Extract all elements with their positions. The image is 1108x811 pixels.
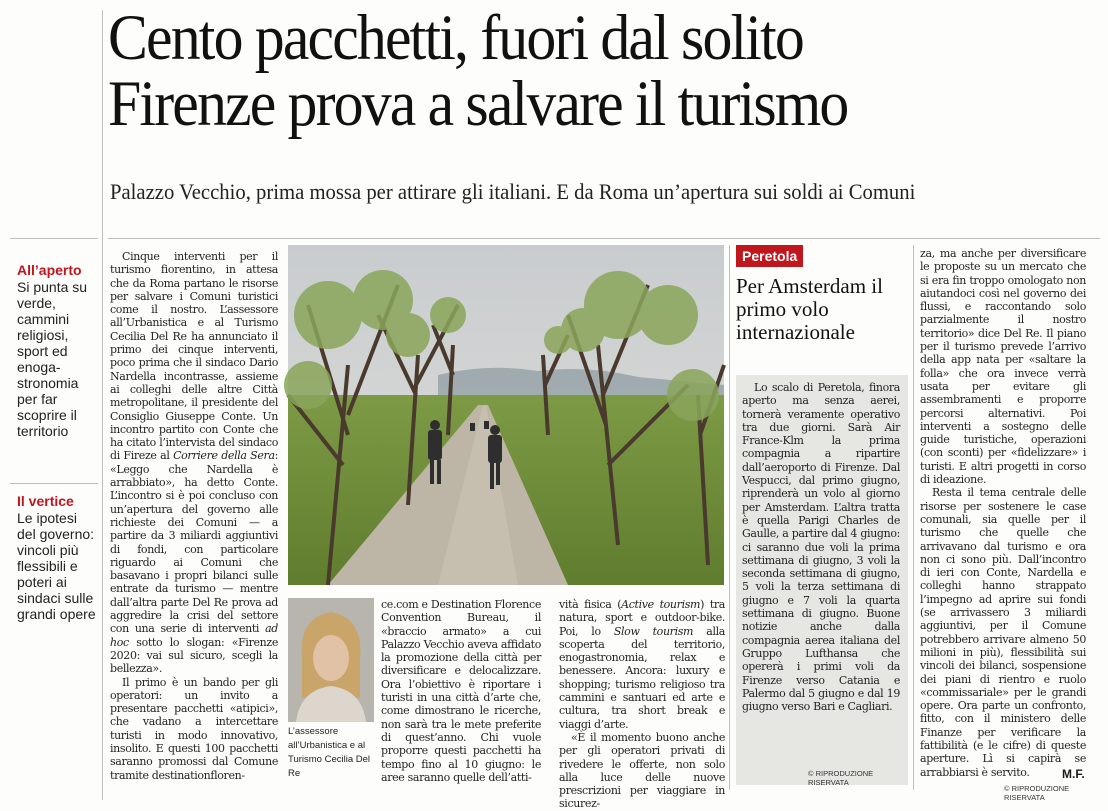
peretola-box xyxy=(736,245,908,785)
sidebar-top-rule xyxy=(10,238,98,239)
sidebar-kicker: All’aperto xyxy=(17,262,82,278)
hikers-trail-photo xyxy=(288,245,724,585)
headline-line-1: Cento pacchetti, fuori dal solito xyxy=(108,2,803,74)
article-paragraph: Il primo è un bando per gli operatori: un invito a presentare pacchetti «atipici», che vadano a intercettare turisti in modo innovativo, insolito. E questi 100 pacchetti saranno promossi dal Comune tramite destinationfloren- xyxy=(110,675,278,782)
body-top-rule xyxy=(108,238,1100,239)
article-paragraph: ce.com e Destination Florence Convention Bureau, il «braccio armato» a cui Palazzo Vecchio aveva affidato la promozione della città per diversificare e delocalizzare. Ora l’obiettivo è riportare i turisti in una città d’arte che, come dimostrano le ricerche, non sarà tra le mete preferite di quest’anno. Chi vuole proporre questi pacchetti ha tempo fino al 10 giugno: le aree saranno quelle dell’atti- xyxy=(381,598,541,784)
headline-line-2: Firenze prova a salvare il turismo xyxy=(108,68,848,140)
byline: M.F. xyxy=(1062,767,1085,781)
box-copyright: © RIPRODUZIONE RISERVATA xyxy=(808,769,874,787)
portrait-illustration xyxy=(288,598,374,722)
article-paragraph: Resta il tema centrale delle risorse per sostenere le case comunali, sia quelle per il turismo che quelle che arrivavano dal turismo e ora non ci sono più. Dall’incontro di ieri con Conte, Nardella e colleghi hanno strappato l’impegno ad aprire sui fondi (se arrivassero 3 miliardi aggiuntivi, per il Comune potrebbero arrivare almeno 50 milioni in più), flessibilità sui vincoli dei bilanci, sospensione dei piani di rientro e ruolo «commissariale» per le grandi opere. Ora parte un confronto, fitto, con il ministero delle Finanze per verificare la fattibilità (e le cifre) di queste aperture. Lì si capirà se arrabbiarsi è servito. xyxy=(920,486,1086,779)
trail-illustration xyxy=(288,245,724,585)
article-paragraph: «È il momento buono anche per gli operatori privati di rivedere le offerte, non solo alla luce delle nuove prescrizioni per viaggiare in sicurez- xyxy=(559,730,725,811)
subheadline: Palazzo Vecchio, prima mossa per attirare gli italiani. E da Roma un’apertura sui soldi ai Comuni xyxy=(110,179,916,204)
box-paragraph: Lo scalo di Peretola, finora aperto ma senza aerei, tornerà veramente operativo tra due giorni. Sarà Air France-Klm la prima compagnia a ripartire dall’aeroporto di Firenze. Dal Vespucci, dal primo giugno, riprenderà un volo al giorno per Amsterdam. L’altra tratta è quella Parigi Charles de Gaulle, a partire dal 4 giugno: ci saranno due voli la prima settimana di giugno, 3 voli la seconda settimana di giugno, 5 voli la terza settimana di giugno e 7 voli la quarta settimana di giugno. Buone notizie anche dalla compagnia aerea italiana del Gruppo Lufthansa che opererà i primi voli da Firenze verso Catania e Palermo dal 5 giugno e dal 19 giugno verso Bari e Cagliari. xyxy=(742,381,900,714)
box-right-rule xyxy=(913,245,914,790)
article-copyright: © RIPRODUZIONE RISERVATA xyxy=(1004,784,1070,802)
article-column-1 xyxy=(110,250,278,798)
sidebar-middle-rule xyxy=(10,483,98,484)
article-paragraph: vità fisica (Active tourism) tra natura, sport e outdoor-bike. Poi, lo Slow tourism alla scoperta del territorio, enogastronomia, relax e benessere. Ancora: luxury e shopping; turismo religioso tra cammini e santuari ed arte e cultura, tra short break e viaggi d’arte. xyxy=(559,598,726,731)
box-text xyxy=(742,381,900,713)
photo-caption: L’assessore all’Urbanistica e al Turismo Cecilia Del Re xyxy=(288,726,370,779)
box-title: Per Amsterdam il primo volo internazionale xyxy=(736,274,883,344)
sidebar-note-aperto xyxy=(17,261,97,439)
article-paragraph: Cinque interventi per il turismo fiorentino, in attesa che da Roma partano le risorse per salvare i Comuni turistici come il nostro. L’assessore all’Urbanistica e al Turismo Cecilia Del Re ha annunciato il primo dei cinque interventi, poco prima che il sindaco Dario Nardella incontrasse, assieme ai colleghi delle altre Città metropolitane, il presidente del Consiglio Giuseppe Conte. Un incontro partito con Conte che ha citato l’intervista del sindaco di Fireze al Corriere della Sera: «Leggo che Nardella è arrabbiato», ha detto Conte. L’incontro si è poi concluso con un’apertura del governo alle richieste dei Comuni — a partire da 3 miliardi aggiuntivi di fondi, con particolare riguardo ai Comuni che basavano i propri bilanci sulle entrate da turismo — mentre dall’altra parte Del Re prova ad aggredire la crisi del settore con una serie di interventi ad hoc sotto lo slogan: «Firenze 2020: vai sul sicuro, scegli la bellezza». xyxy=(110,250,279,676)
left-column-rule xyxy=(102,10,103,800)
article-column-2 xyxy=(381,598,541,784)
sidebar-text: Le ipotesi del governo: vincoli più flessibili e poteri ai sindaci sulle grandi opere xyxy=(17,510,96,622)
box-tag: Peretola xyxy=(736,245,803,267)
portrait-photo xyxy=(288,598,374,722)
headline xyxy=(108,2,1021,140)
sidebar-note-vertice xyxy=(17,492,97,622)
sidebar-kicker: Il vertice xyxy=(17,493,74,509)
box-left-rule xyxy=(729,245,730,790)
sidebar-text: Si punta su verde, cammini religiosi, sport ed enoga-stronomia per far scoprire il territorio xyxy=(17,279,88,439)
article-paragraph: za, ma anche per diversificare le proposte su un mercato che si era fin troppo omologato non aiutandoci così nel governo dei flussi, e raccontando solo parzialmente il nostro territorio» dice Del Re. Il piano per il turismo prevede l’arrivo della app nata per «saltare la folla» che ora invece verrà usata per evitare gli assembramenti e proporre percorsi alternativi. Poi interventi a sostegno delle guide turistiche, operazioni (con sconti) per «fidelizzare» i turisti. E altri progetti in corso di ideazione. xyxy=(920,247,1086,487)
article-column-3 xyxy=(559,598,725,811)
